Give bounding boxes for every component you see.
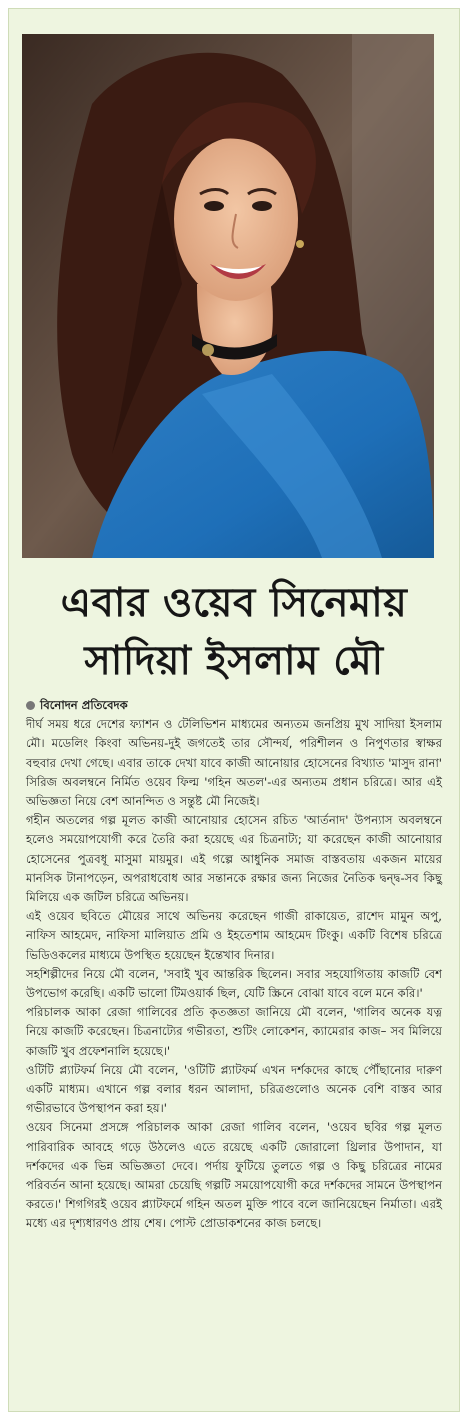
paragraph-3: এই ওয়েব ছবিতে মৌয়ের সাথে অভিনয় করেছেন গাজী রাকায়েত, রাশেদ মামুন অপু, নাফিস আহমেদ, নাফিসা মালিয়াত প্রমি ও ইহতেশাম আহমেদ টিংকু। একটি বিশেষ চরিত্রে ভিডিওকলের মাধ্যমে উপস্থিত হয়েছেন ইন্তেখাব দিনার। bbox=[26, 909, 442, 962]
paragraph-5: পরিচালক আকা রেজা গালিবের প্রতি কৃতজ্ঞতা জানিয়ে মৌ বলেন, 'গালিব অনেক যত্ন নিয়ে কাজটি করেছেন। চিত্রনাট্যের গভীরতা, শুটিং লোকেশন, ক্যামেরার কাজ– সব মিলিয়ে কাজটি খুব প্রফেশনালি হয়েছে।' bbox=[26, 1005, 442, 1058]
paragraph-2: গহীন অতলের গল্প মূলত কাজী আনোয়ার হোসেন রচিত 'আর্তনাদ' উপন্যাস অবলম্বনে হলেও সময়োপযোগী করে তৈরি করা হয়েছে এর চিত্রনাট্য; যা করেছেন কাজী আনোয়ার হোসেনের পুত্রবধূ মাসুমা মায়মুর। এই গল্পে আধুনিক সমাজ বাস্তবতায় একজন মায়ের মানসিক টানাপড়েন, অপরাধবোধ আর সন্তানকে রক্ষার জন্য নিজের নৈতিক দ্বন্দ্ব-সব কিছু মিলিয়ে এক জটিল চরিত্রে অভিনয়। bbox=[26, 813, 442, 905]
byline bbox=[26, 696, 442, 715]
headline bbox=[18, 574, 450, 690]
paragraph-4: সহশিল্পীদের নিয়ে মৌ বলেন, 'সবাই খুব আন্তরিক ছিলেন। সবার সহযোগিতায় কাজটি বেশ উপভোগ করেছি। একটি ভালো টিমওয়ার্ক ছিল, যেটি স্ক্রিনে বোঝা যাবে বলে মনে করি।' bbox=[26, 966, 442, 1001]
portrait-illustration bbox=[22, 34, 434, 558]
paragraph-1: দীর্ঘ সময় ধরে দেশের ফ্যাশন ও টেলিভিশন মাধ্যমের অন্যতম জনপ্রিয় মুখ সাদিয়া ইসলাম মৌ। মডেলিং কিংবা অভিনয়-দুই জগতেই তার সৌন্দর্য, পরিশীলন ও নিপুণতার স্বাক্ষর বহুবার দেখা গেছে। এবার তাকে দেখা যাবে কাজী আনোয়ার হোসেনের বিখ্যাত 'মাসুদ রানা' সিরিজ অবলম্বনে নির্মিত ওয়েব ফিল্ম 'গহিন অতল'-এর অন্যতম প্রধান চরিত্রে। আর এই অভিজ্ঞতা নিয়ে বেশ আনন্দিত ও সন্তুষ্ট মৌ নিজেই। bbox=[26, 717, 442, 809]
paragraph-6: ওটিটি প্ল্যাটফর্ম নিয়ে মৌ বলেন, 'ওটিটি প্ল্যাটফর্ম এখন দর্শকদের কাছে পৌঁছানোর দারুণ একটি মাধ্যম। এখানে গল্প বলার ধরন আলাদা, চরিত্রগুলোও অনেক বেশি বাস্তব আর গভীরভাবে উপস্থাপন করা হয়।' bbox=[26, 1062, 442, 1116]
paragraph-7: ওয়েব সিনেমা প্রসঙ্গে পরিচালক আকা রেজা গালিব বলেন, 'ওয়েব ছবির গল্প মূলত পারিবারিক আবহে গড়ে উঠলেও এতে রয়েছে একটি জোরালো থ্রিলার উপাদান, যা দর্শকদের এক ভিন্ন অভিজ্ঞতা দেবে। পর্দায় ফুটিয়ে তুলতে গল্প ও কিছু চরিত্রের নামের পরিবর্তন আনা হয়েছে। আমরা চেয়েছি গল্পটি সময়োপযোগী করে দর্শকদের সামনে উপস্থাপন করতে।' শিগগিরই ওয়েব প্ল্যাটফর্মে গহিন অতল মুক্তি পাবে বলে জানিয়েছেন নির্মাতা। এরই মধ্যে এর দৃশ্যধারণও প্রায় শেষ। পোস্ট প্রোডাকশনের কাজ চলছে। bbox=[26, 1120, 442, 1231]
article-photo bbox=[22, 34, 434, 558]
byline-text: বিনোদন প্রতিবেদক bbox=[40, 698, 128, 712]
headline-line-1: এবার ওয়েব সিনেমায় bbox=[60, 580, 408, 626]
headline-line-2: সাদিয়া ইসলাম মৌ bbox=[84, 638, 384, 684]
bullet-icon bbox=[26, 701, 35, 710]
article-body bbox=[26, 696, 442, 1234]
